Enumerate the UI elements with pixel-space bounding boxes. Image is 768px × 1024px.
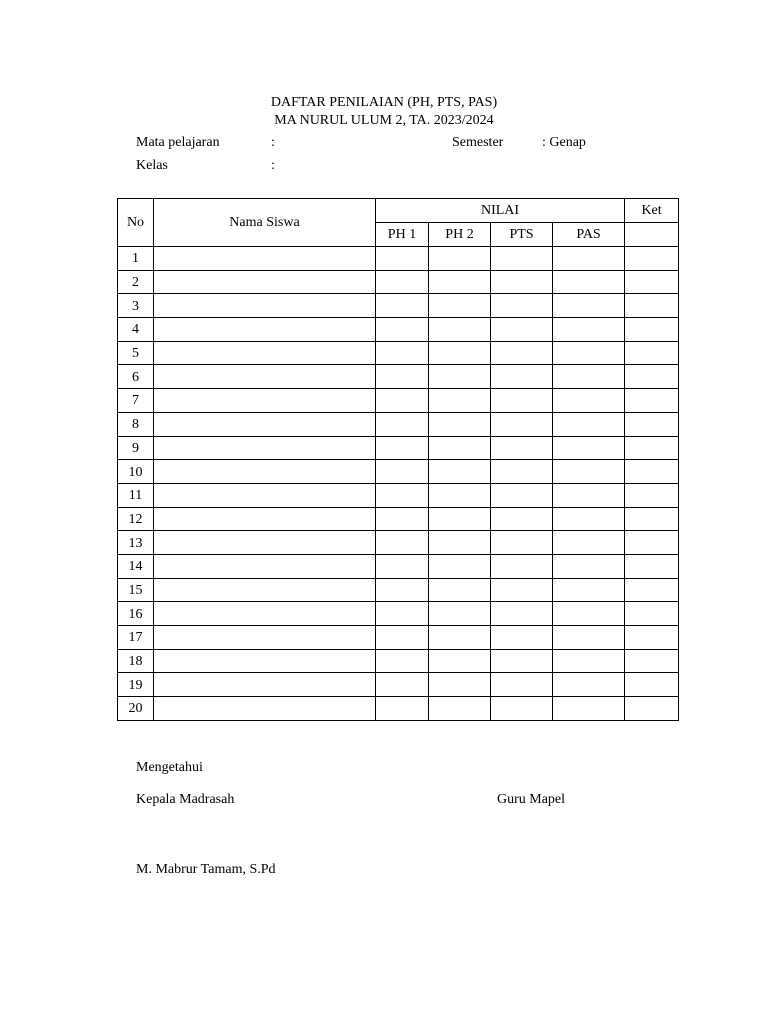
row-number: 4 — [118, 318, 154, 342]
table-row — [118, 626, 679, 650]
row-number: 7 — [118, 389, 154, 413]
row-number: 8 — [118, 412, 154, 436]
ph1-cell[interactable] — [376, 365, 429, 389]
table-row — [118, 602, 679, 626]
ph2-cell[interactable] — [429, 697, 491, 721]
ph1-cell[interactable] — [376, 626, 429, 650]
pas-cell[interactable] — [553, 626, 625, 650]
table-row — [118, 294, 679, 318]
nama-siswa-cell[interactable] — [154, 460, 376, 484]
row-number: 1 — [118, 247, 154, 271]
row-number: 14 — [118, 554, 154, 578]
row-number: 3 — [118, 294, 154, 318]
table-row — [118, 507, 679, 531]
ket-cell[interactable] — [625, 412, 679, 436]
row-number: 16 — [118, 602, 154, 626]
ket-cell[interactable] — [625, 294, 679, 318]
kepala-madrasah-name: M. Mabrur Tamam, S.Pd — [136, 862, 276, 877]
pas-cell[interactable] — [553, 412, 625, 436]
row-number: 13 — [118, 531, 154, 555]
ph1-cell[interactable] — [376, 460, 429, 484]
ph1-cell[interactable] — [376, 673, 429, 697]
ket-cell[interactable] — [625, 318, 679, 342]
nama-siswa-cell[interactable] — [154, 365, 376, 389]
pts-cell[interactable] — [491, 294, 553, 318]
pts-cell[interactable] — [491, 507, 553, 531]
nama-siswa-cell[interactable] — [154, 294, 376, 318]
ket-cell[interactable] — [625, 389, 679, 413]
ph1-cell[interactable] — [376, 247, 429, 271]
pas-cell[interactable] — [553, 578, 625, 602]
ph1-cell[interactable] — [376, 318, 429, 342]
nama-siswa-cell[interactable] — [154, 673, 376, 697]
ph1-cell[interactable] — [376, 294, 429, 318]
pas-cell[interactable] — [553, 649, 625, 673]
ket-cell[interactable] — [625, 460, 679, 484]
table-row — [118, 247, 679, 271]
kepala-madrasah-label: Kepala Madrasah — [136, 792, 235, 807]
table-row — [118, 365, 679, 389]
pas-cell[interactable] — [553, 294, 625, 318]
header-ket: Ket — [625, 199, 679, 223]
row-number: 10 — [118, 460, 154, 484]
ket-cell[interactable] — [625, 483, 679, 507]
mata-pelajaran-label: Mata pelajaran — [136, 135, 220, 150]
row-number: 18 — [118, 649, 154, 673]
nama-siswa-cell[interactable] — [154, 412, 376, 436]
ph1-cell[interactable] — [376, 341, 429, 365]
ph2-cell[interactable] — [429, 247, 491, 271]
pts-cell[interactable] — [491, 365, 553, 389]
ph2-cell[interactable] — [429, 412, 491, 436]
row-number: 15 — [118, 578, 154, 602]
ph1-cell[interactable] — [376, 436, 429, 460]
ph2-cell[interactable] — [429, 673, 491, 697]
ph1-cell[interactable] — [376, 507, 429, 531]
table-row — [118, 649, 679, 673]
ph2-cell[interactable] — [429, 507, 491, 531]
ket-cell[interactable] — [625, 673, 679, 697]
nama-siswa-cell[interactable] — [154, 318, 376, 342]
pts-cell[interactable] — [491, 389, 553, 413]
ph1-cell[interactable] — [376, 483, 429, 507]
nama-siswa-cell[interactable] — [154, 602, 376, 626]
ket-cell[interactable] — [625, 626, 679, 650]
header-nama-siswa: Nama Siswa — [154, 199, 376, 247]
nama-siswa-cell[interactable] — [154, 507, 376, 531]
ph2-cell[interactable] — [429, 578, 491, 602]
nama-siswa-cell[interactable] — [154, 578, 376, 602]
table-row — [118, 697, 679, 721]
nama-siswa-cell[interactable] — [154, 531, 376, 555]
row-number: 20 — [118, 697, 154, 721]
pts-cell[interactable] — [491, 673, 553, 697]
ket-cell[interactable] — [625, 649, 679, 673]
ph2-cell[interactable] — [429, 341, 491, 365]
ph2-cell[interactable] — [429, 365, 491, 389]
pts-cell[interactable] — [491, 649, 553, 673]
pas-cell[interactable] — [553, 507, 625, 531]
nama-siswa-cell[interactable] — [154, 436, 376, 460]
ket-cell[interactable] — [625, 436, 679, 460]
pts-cell[interactable] — [491, 483, 553, 507]
row-number: 11 — [118, 483, 154, 507]
nama-siswa-cell[interactable] — [154, 626, 376, 650]
ket-cell[interactable] — [625, 341, 679, 365]
mengetahui-label: Mengetahui — [136, 760, 203, 775]
ph1-cell[interactable] — [376, 412, 429, 436]
pts-cell[interactable] — [491, 247, 553, 271]
header-pas: PAS — [553, 223, 625, 247]
pts-cell[interactable] — [491, 554, 553, 578]
pas-cell[interactable] — [553, 673, 625, 697]
mata-pelajaran-colon: : — [271, 135, 275, 150]
pas-cell[interactable] — [553, 318, 625, 342]
header-no: No — [118, 199, 154, 247]
ph2-cell[interactable] — [429, 626, 491, 650]
ket-cell[interactable] — [625, 554, 679, 578]
ph1-cell[interactable] — [376, 389, 429, 413]
ph1-cell[interactable] — [376, 270, 429, 294]
pas-cell[interactable] — [553, 697, 625, 721]
nama-siswa-cell[interactable] — [154, 389, 376, 413]
row-number: 5 — [118, 341, 154, 365]
nama-siswa-cell[interactable] — [154, 649, 376, 673]
ph2-cell[interactable] — [429, 460, 491, 484]
ket-cell[interactable] — [625, 507, 679, 531]
ket-cell[interactable] — [625, 602, 679, 626]
semester-value: : Genap — [542, 135, 586, 150]
pas-cell[interactable] — [553, 341, 625, 365]
pas-cell[interactable] — [553, 436, 625, 460]
header-ket-blank — [625, 223, 679, 247]
ph2-cell[interactable] — [429, 436, 491, 460]
ph2-cell[interactable] — [429, 554, 491, 578]
row-number: 19 — [118, 673, 154, 697]
ph1-cell[interactable] — [376, 697, 429, 721]
pts-cell[interactable] — [491, 341, 553, 365]
table-row — [118, 578, 679, 602]
ph2-cell[interactable] — [429, 483, 491, 507]
row-number: 2 — [118, 270, 154, 294]
nama-siswa-cell[interactable] — [154, 270, 376, 294]
table-row — [118, 460, 679, 484]
ph2-cell[interactable] — [429, 602, 491, 626]
ket-cell[interactable] — [625, 270, 679, 294]
pas-cell[interactable] — [553, 365, 625, 389]
pas-cell[interactable] — [553, 247, 625, 271]
nama-siswa-cell[interactable] — [154, 697, 376, 721]
pas-cell[interactable] — [553, 483, 625, 507]
ph1-cell[interactable] — [376, 554, 429, 578]
row-number: 17 — [118, 626, 154, 650]
nama-siswa-cell[interactable] — [154, 483, 376, 507]
pts-cell[interactable] — [491, 436, 553, 460]
ket-cell[interactable] — [625, 697, 679, 721]
table-row — [118, 554, 679, 578]
pts-cell[interactable] — [491, 460, 553, 484]
ph2-cell[interactable] — [429, 649, 491, 673]
pas-cell[interactable] — [553, 270, 625, 294]
nama-siswa-cell[interactable] — [154, 341, 376, 365]
pts-cell[interactable] — [491, 270, 553, 294]
ket-cell[interactable] — [625, 247, 679, 271]
header-ph1: PH 1 — [376, 223, 429, 247]
table-row — [118, 389, 679, 413]
pts-cell[interactable] — [491, 626, 553, 650]
table-row — [118, 318, 679, 342]
table-row — [118, 531, 679, 555]
pts-cell[interactable] — [491, 412, 553, 436]
pts-cell[interactable] — [491, 697, 553, 721]
row-number: 9 — [118, 436, 154, 460]
row-number: 12 — [118, 507, 154, 531]
pas-cell[interactable] — [553, 602, 625, 626]
ket-cell[interactable] — [625, 365, 679, 389]
row-number: 6 — [118, 365, 154, 389]
ph2-cell[interactable] — [429, 270, 491, 294]
pas-cell[interactable] — [553, 531, 625, 555]
table-row — [118, 673, 679, 697]
nama-siswa-cell[interactable] — [154, 554, 376, 578]
table-row — [118, 341, 679, 365]
pts-cell[interactable] — [491, 531, 553, 555]
pts-cell[interactable] — [491, 578, 553, 602]
pas-cell[interactable] — [553, 389, 625, 413]
kelas-colon: : — [271, 158, 275, 173]
document-title-line2: MA NURUL ULUM 2, TA. 2023/2024 — [274, 113, 494, 128]
ph1-cell[interactable] — [376, 602, 429, 626]
nama-siswa-cell[interactable] — [154, 247, 376, 271]
pts-cell[interactable] — [491, 318, 553, 342]
header-pts: PTS — [491, 223, 553, 247]
pts-cell[interactable] — [491, 602, 553, 626]
ph1-cell[interactable] — [376, 531, 429, 555]
ph2-cell[interactable] — [429, 294, 491, 318]
guru-mapel-label: Guru Mapel — [497, 792, 566, 807]
table-row — [118, 436, 679, 460]
table-row — [118, 270, 679, 294]
table-row — [118, 483, 679, 507]
header-nilai: NILAI — [376, 199, 625, 223]
ph2-cell[interactable] — [429, 531, 491, 555]
kelas-label: Kelas — [136, 158, 168, 173]
ket-cell[interactable] — [625, 531, 679, 555]
ph2-cell[interactable] — [429, 318, 491, 342]
document-title-line1: DAFTAR PENILAIAN (PH, PTS, PAS) — [270, 95, 498, 110]
pas-cell[interactable] — [553, 460, 625, 484]
ph1-cell[interactable] — [376, 578, 429, 602]
grades-table — [117, 198, 679, 721]
ph2-cell[interactable] — [429, 389, 491, 413]
pas-cell[interactable] — [553, 554, 625, 578]
semester-label: Semester — [452, 135, 504, 150]
header-ph2: PH 2 — [429, 223, 491, 247]
ph1-cell[interactable] — [376, 649, 429, 673]
ket-cell[interactable] — [625, 578, 679, 602]
table-row — [118, 412, 679, 436]
